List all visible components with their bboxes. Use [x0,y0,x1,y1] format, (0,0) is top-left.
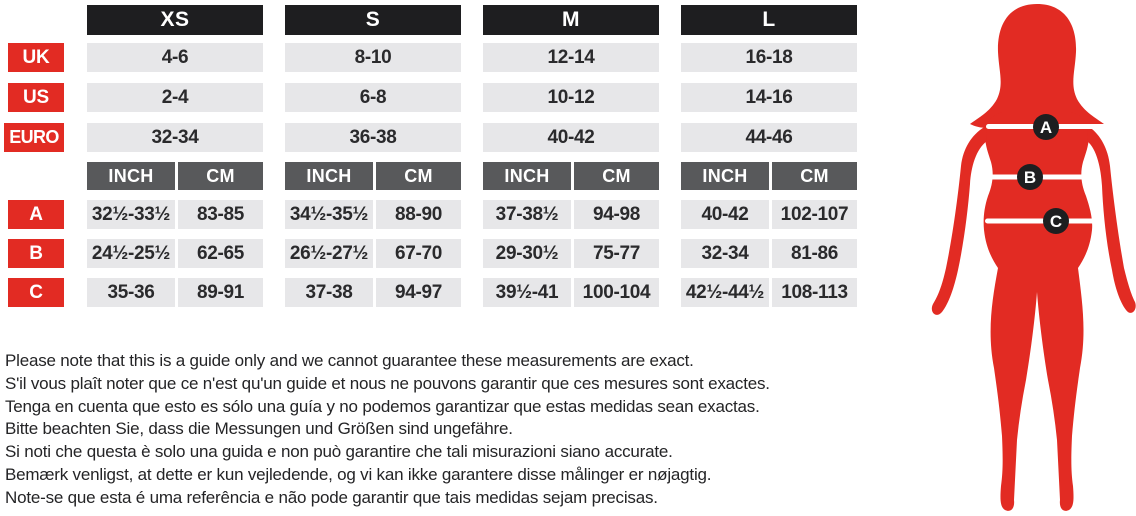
cm-header: CM [772,162,857,190]
inch-value-cell: 37-38 [285,278,373,307]
size-header-m: M [483,5,659,35]
row-label-c: C [8,278,64,307]
disclaimer-line: Si noti che questa è solo una guida e non può garantire che tali misurazioni siano accurate. [5,442,673,462]
disclaimer-line: Bemærk venligst, at dette er kun vejledende, og vi kan ikke garantere disse målinger er nøjagtig. [5,464,712,484]
inch-header: INCH [87,162,175,190]
row-label-us: US [8,83,64,112]
size-value-cell: 36-38 [285,123,461,152]
silhouette-left-arm [932,126,987,315]
size-value-cell: 6-8 [285,83,461,112]
size-value-cell: 32-34 [87,123,263,152]
inch-value-cell: 39½-41 [483,278,571,307]
region-row-euro [0,123,857,152]
measure-row-c [0,278,857,307]
cm-header: CM [178,162,263,190]
cm-value-cell: 62-65 [178,239,263,268]
inch-value-cell: 26½-27½ [285,239,373,268]
size-header-s: S [285,5,461,35]
disclaimer-notes [5,350,905,510]
inch-value-cell: 35-36 [87,278,175,307]
bust-marker-label: A [1039,118,1053,137]
disclaimer-line: Tenga en cuenta que esto es sólo una guía y no podemos garantizar que estas medidas sean exactas. [5,396,760,416]
row-label-b: B [8,239,64,268]
inch-value-cell: 29-30½ [483,239,571,268]
disclaimer-line: Bitte beachten Sie, dass die Messungen und Größen sind ungefähre. [5,419,513,439]
size-value-cell: 8-10 [285,43,461,72]
inch-value-cell: 34½-35½ [285,200,373,229]
cm-value-cell: 100-104 [574,278,659,307]
cm-value-cell: 102-107 [772,200,857,229]
size-header-l: L [681,5,857,35]
size-value-cell: 12-14 [483,43,659,72]
inch-header: INCH [483,162,571,190]
row-label-euro: EURO [4,123,64,152]
cm-header: CM [574,162,659,190]
size-value-cell: 40-42 [483,123,659,152]
size-header-xs: XS [87,5,263,35]
inch-value-cell: 42½-44½ [681,278,769,307]
measure-row-a [0,200,857,229]
header-spacer [0,5,65,35]
size-value-cell: 10-12 [483,83,659,112]
waist-marker-label: B [1023,168,1037,187]
female-silhouette-figure [900,0,1136,516]
region-row-us [0,83,857,112]
row-label-a: A [8,200,64,229]
size-value-cell: 14-16 [681,83,857,112]
unit-header-row [0,162,857,190]
inch-value-cell: 32½-33½ [87,200,175,229]
inch-value-cell: 32-34 [681,239,769,268]
inch-value-cell: 24½-25½ [87,239,175,268]
inch-header: INCH [681,162,769,190]
inch-value-cell: 40-42 [681,200,769,229]
waist-line [990,175,1097,180]
size-value-cell: 44-46 [681,123,857,152]
cm-value-cell: 81-86 [772,239,857,268]
cm-value-cell: 94-97 [376,278,461,307]
size-value-cell: 16-18 [681,43,857,72]
hip-marker-label: C [1049,212,1063,231]
cm-value-cell: 89-91 [178,278,263,307]
cm-value-cell: 75-77 [574,239,659,268]
size-header-row [0,5,857,35]
row-label-uk: UK [8,43,64,72]
cm-value-cell: 94-98 [574,200,659,229]
disclaimer-line: Please note that this is a guide only and we cannot guarantee these measurements are exact. [5,351,694,370]
measure-row-b [0,239,857,268]
cm-value-cell: 88-90 [376,200,461,229]
cm-header: CM [376,162,461,190]
cm-value-cell: 67-70 [376,239,461,268]
disclaimer-line: Note-se que esta é uma referência e não pode garantir que tais medidas sejam precisas. [5,487,658,507]
size-value-cell: 2-4 [87,83,263,112]
disclaimer-line: S'il vous plaît noter que ce n'est qu'un guide et nous ne pouvons garantir que ces mesures sont exactes. [5,373,770,393]
cm-value-cell: 108-113 [772,278,857,307]
region-row-uk [0,43,857,72]
header-spacer [0,162,65,190]
size-value-cell: 4-6 [87,43,263,72]
silhouette-head [970,4,1104,128]
inch-value-cell: 37-38½ [483,200,571,229]
cm-value-cell: 83-85 [178,200,263,229]
inch-header: INCH [285,162,373,190]
